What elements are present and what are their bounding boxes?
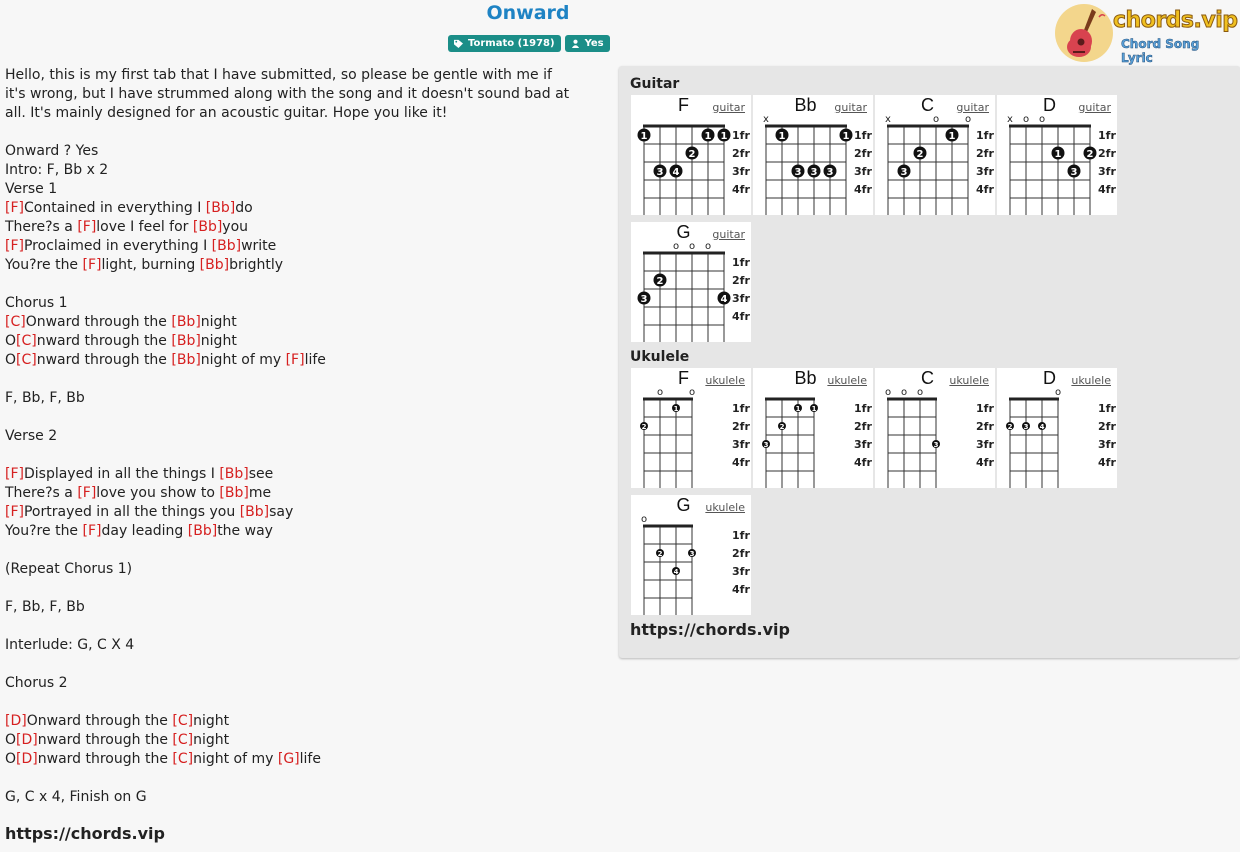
fret-number-label: 2fr	[976, 147, 994, 160]
artist-badge-label: Yes	[584, 38, 604, 49]
chord-name: Bb	[794, 95, 817, 115]
finger-number: 1	[640, 131, 648, 142]
fret-number-label: 2fr	[854, 147, 872, 160]
chord-link[interactable]: [F]	[82, 523, 102, 539]
finger-number: 3	[810, 167, 818, 178]
fret-number-label: 1fr	[1098, 402, 1116, 415]
instrument-link[interactable]: ukulele	[705, 374, 745, 387]
lyric-text: me	[248, 485, 272, 501]
lyric-text: it's wrong, but I have strummed along with the song and it doesn't sound bad at	[5, 86, 570, 102]
fret-number-label: 1fr	[732, 529, 750, 542]
chord-link[interactable]: [Bb]	[239, 504, 270, 520]
guitar-chord-f[interactable]	[631, 95, 751, 215]
muted-string-mark: x	[885, 114, 891, 125]
fret-number-label: 2fr	[732, 547, 750, 560]
open-string-mark: o	[900, 387, 908, 398]
finger-number: 3	[794, 167, 802, 178]
instrument-link[interactable]: ukulele	[949, 374, 989, 387]
lyric-line	[5, 85, 605, 104]
finger-number: 3	[689, 550, 695, 558]
finger-number: 2	[779, 423, 785, 431]
panel-link[interactable]: https://chords.vip	[630, 620, 790, 639]
ukulele-chord-bb[interactable]	[753, 368, 873, 488]
lyric-text: Onward through the	[25, 314, 172, 330]
chord-link[interactable]: [Bb]	[205, 200, 236, 216]
finger-number: 1	[704, 131, 712, 142]
chord-link[interactable]: [Bb]	[171, 314, 201, 330]
lyric-text: write	[241, 238, 277, 254]
lyric-line	[5, 446, 605, 465]
lyric-line	[5, 218, 605, 237]
lyric-text: Portrayed in all the things you	[23, 504, 240, 520]
lyric-text: Chorus 1	[5, 295, 68, 311]
lyric-line	[5, 503, 605, 522]
chord-diagram-panel	[619, 66, 1240, 658]
lyric-line	[5, 313, 605, 332]
lyric-text: Chorus 2	[5, 675, 68, 691]
lyric-line	[5, 104, 605, 123]
lyric-text: love I feel for	[96, 219, 193, 235]
ukulele-chord-f[interactable]	[631, 368, 751, 488]
open-string-mark: o	[656, 387, 664, 398]
fret-number-label: 4fr	[732, 583, 750, 596]
chord-link[interactable]: [F]	[77, 485, 97, 501]
lyric-line	[5, 712, 605, 731]
lyric-text: see	[248, 466, 274, 482]
lyric-text: all. It's mainly designed for an acoustic guitar. Hope you like it!	[5, 105, 448, 121]
lyric-text: F, Bb, F, Bb	[5, 599, 85, 615]
lyric-text: Verse 1	[5, 181, 58, 197]
lyric-line	[5, 256, 605, 275]
open-string-mark: o	[640, 514, 648, 525]
song-title[interactable]: Onward	[486, 2, 570, 24]
lyric-line	[5, 142, 605, 161]
lyric-line	[5, 370, 605, 389]
lyric-text: Contained in everything I	[23, 200, 206, 216]
fret-number-label: 1fr	[854, 402, 872, 415]
lyric-text: There?s a	[5, 485, 78, 501]
fret-number-label: 3fr	[732, 438, 750, 451]
fret-number-label: 1fr	[732, 256, 750, 269]
lyric-text: There?s a	[5, 219, 78, 235]
lyric-text: nward through the	[37, 751, 173, 767]
tag-icon	[454, 39, 463, 48]
chord-link[interactable]: [C]	[172, 732, 194, 748]
lyric-text: G, C x 4, Finish on G	[5, 789, 147, 805]
lyric-text: Intro: F, Bb x 2	[5, 162, 109, 178]
guitar-chord-bb[interactable]	[753, 95, 873, 215]
instrument-link[interactable]: ukulele	[705, 501, 745, 514]
song-badges	[448, 35, 610, 52]
lyric-line	[5, 731, 605, 750]
lyric-text: night	[200, 314, 237, 330]
finger-number: 1	[811, 405, 817, 413]
chord-link[interactable]: [C]	[172, 751, 194, 767]
fret-number-label: 1fr	[854, 129, 872, 142]
fret-number-label: 4fr	[732, 456, 750, 469]
chord-link[interactable]: [C]	[5, 314, 26, 330]
lyric-text: say	[269, 504, 294, 520]
fret-number-label: 1fr	[732, 129, 750, 142]
finger-number: 4	[1039, 423, 1045, 431]
chord-link[interactable]: [D]	[16, 751, 38, 767]
chord-link[interactable]: [F]	[5, 200, 24, 216]
guitar-chord-g[interactable]	[631, 222, 751, 342]
lyric-text: life	[299, 751, 321, 767]
fret-number-label: 4fr	[732, 310, 750, 323]
chord-name: G	[676, 495, 691, 515]
finger-number: 2	[657, 550, 663, 558]
finger-number: 1	[778, 131, 786, 142]
guitar-chord-c[interactable]	[875, 95, 995, 215]
lyric-text: Verse 2	[5, 428, 58, 444]
lyric-text: love you show to	[96, 485, 220, 501]
fret-number-label: 4fr	[854, 456, 872, 469]
fret-number-label: 2fr	[1098, 147, 1116, 160]
open-string-mark: o	[704, 241, 712, 252]
chord-name: F	[678, 368, 689, 388]
site-logo[interactable]	[1055, 3, 1238, 65]
lyric-text: (Repeat Chorus 1)	[5, 561, 133, 577]
lyric-line	[5, 123, 605, 142]
lyric-text: Proclaimed in everything I	[23, 238, 212, 254]
lyric-text: night of my	[200, 352, 286, 368]
finger-number: 3	[826, 167, 834, 178]
instrument-link[interactable]: guitar	[956, 101, 989, 114]
chord-name: D	[1043, 368, 1056, 388]
artist-badge[interactable]	[565, 35, 610, 52]
finger-number: 3	[933, 441, 939, 449]
chord-link[interactable]: [Bb]	[211, 238, 242, 254]
instrument-link[interactable]: ukulele	[827, 374, 867, 387]
open-string-mark: o	[932, 114, 940, 125]
chord-link[interactable]: [C]	[172, 713, 194, 729]
muted-string-mark: x	[763, 114, 769, 125]
footer-link[interactable]: https://chords.vip	[5, 824, 165, 843]
fret-number-label: 3fr	[732, 165, 750, 178]
lyric-text: do	[235, 200, 253, 216]
lyric-text: brightly	[229, 257, 284, 273]
finger-number: 2	[1007, 423, 1013, 431]
lyric-text: O	[5, 751, 17, 767]
lyric-text: life	[304, 352, 326, 368]
album-badge-label: Tormato (1978)	[468, 38, 555, 49]
lyric-text: You?re the	[5, 257, 83, 273]
chord-link[interactable]: [Bb]	[171, 352, 201, 368]
fret-number-label: 4fr	[732, 183, 750, 196]
fret-number-label: 4fr	[976, 456, 994, 469]
lyric-line	[5, 693, 605, 712]
lyric-line	[5, 541, 605, 560]
lyric-line	[5, 769, 605, 788]
open-string-mark: o	[964, 114, 972, 125]
chord-name: Bb	[794, 368, 817, 388]
muted-string-mark: x	[1007, 114, 1013, 125]
album-badge[interactable]	[448, 35, 561, 52]
lyric-text: O	[5, 732, 17, 748]
lyric-line	[5, 674, 605, 693]
lyric-line	[5, 427, 605, 446]
lyric-line	[5, 408, 605, 427]
chord-link[interactable]: [Bb]	[187, 523, 218, 539]
finger-number: 4	[673, 568, 679, 576]
guitar-chord-d[interactable]	[997, 95, 1117, 215]
instrument-link[interactable]: guitar	[1078, 101, 1111, 114]
fret-number-label: 4fr	[1098, 183, 1116, 196]
finger-number: 3	[1023, 423, 1029, 431]
lyric-line	[5, 180, 605, 199]
ukulele-chord-g[interactable]	[631, 495, 751, 615]
open-string-mark: o	[1054, 387, 1062, 398]
lyric-line	[5, 161, 605, 180]
finger-number: 3	[763, 441, 769, 449]
lyric-line	[5, 655, 605, 674]
instrument-link[interactable]: guitar	[834, 101, 867, 114]
instrument-link[interactable]: ukulele	[1071, 374, 1111, 387]
fret-number-label: 2fr	[732, 274, 750, 287]
finger-number: 1	[948, 131, 956, 142]
chord-link[interactable]: [Bb]	[219, 485, 249, 501]
lyric-text: night of my	[193, 751, 278, 767]
lyric-line	[5, 199, 605, 218]
chord-link[interactable]: [G]	[277, 751, 300, 767]
lyric-text: Interlude: G, C X 4	[5, 637, 135, 653]
lyric-line	[5, 294, 605, 313]
chord-link[interactable]: [F]	[5, 504, 24, 520]
fret-number-label: 2fr	[854, 420, 872, 433]
lyric-text: Displayed in all the things I	[23, 466, 220, 482]
fret-number-label: 3fr	[854, 165, 872, 178]
lyric-line	[5, 522, 605, 541]
finger-number: 3	[900, 167, 908, 178]
lyric-text: O	[5, 352, 17, 368]
lyrics-body	[5, 66, 605, 807]
chord-link[interactable]: [F]	[285, 352, 305, 368]
lyric-line	[5, 237, 605, 256]
chord-link[interactable]: [Bb]	[192, 219, 223, 235]
instrument-link[interactable]: guitar	[712, 101, 745, 114]
fret-number-label: 3fr	[732, 292, 750, 305]
lyric-text: nward through the	[36, 352, 172, 368]
lyric-text: You?re the	[5, 523, 83, 539]
user-icon	[571, 39, 580, 48]
lyric-line	[5, 560, 605, 579]
fret-number-label: 2fr	[732, 420, 750, 433]
guitar-section-title: Guitar	[630, 76, 680, 92]
chord-link[interactable]: [F]	[5, 466, 24, 482]
fret-number-label: 1fr	[976, 129, 994, 142]
lyric-line	[5, 636, 605, 655]
lyric-text: night	[193, 713, 230, 729]
lyric-text: O	[5, 333, 17, 349]
chord-name: F	[678, 95, 689, 115]
ukulele-chord-d[interactable]	[997, 368, 1117, 488]
open-string-mark: o	[688, 241, 696, 252]
fret-number-label: 4fr	[854, 183, 872, 196]
finger-number: 4	[720, 294, 728, 305]
fret-number-label: 3fr	[732, 565, 750, 578]
logo-tagline: Chord Song Lyric	[1121, 37, 1200, 65]
finger-number: 1	[673, 405, 679, 413]
chord-link[interactable]: [Bb]	[171, 333, 201, 349]
fret-number-label: 1fr	[976, 402, 994, 415]
chord-name: G	[676, 222, 691, 242]
finger-number: 3	[1070, 167, 1078, 178]
lyric-line	[5, 332, 605, 351]
fret-number-label: 4fr	[1098, 456, 1116, 469]
lyric-line	[5, 351, 605, 370]
fret-number-label: 4fr	[976, 183, 994, 196]
chord-link[interactable]: [F]	[77, 219, 97, 235]
finger-number: 1	[1054, 149, 1062, 160]
lyric-line	[5, 788, 605, 807]
lyric-text: Onward ? Yes	[5, 143, 99, 159]
fret-number-label: 1fr	[732, 402, 750, 415]
fret-number-label: 3fr	[976, 438, 994, 451]
finger-number: 1	[795, 405, 801, 413]
lyric-text: Onward through the	[26, 713, 173, 729]
chord-name: C	[921, 368, 934, 388]
lyric-line	[5, 598, 605, 617]
fret-number-label: 3fr	[854, 438, 872, 451]
lyric-line	[5, 275, 605, 294]
chord-name: C	[921, 95, 934, 115]
lyric-line	[5, 389, 605, 408]
chord-link[interactable]: [D]	[5, 713, 27, 729]
finger-number: 1	[720, 131, 728, 142]
open-string-mark: o	[884, 387, 892, 398]
chord-link[interactable]: [C]	[16, 333, 37, 349]
open-string-mark: o	[688, 387, 696, 398]
lyric-line	[5, 617, 605, 636]
open-string-mark: o	[916, 387, 924, 398]
lyric-line	[5, 750, 605, 769]
ukulele-chord-c[interactable]	[875, 368, 995, 488]
fret-number-label: 2fr	[1098, 420, 1116, 433]
lyric-text: F, Bb, F, Bb	[5, 390, 85, 406]
open-string-mark: o	[1022, 114, 1030, 125]
finger-number: 4	[672, 167, 680, 178]
chord-name: D	[1043, 95, 1056, 115]
finger-number: 3	[656, 167, 664, 178]
lyric-line	[5, 465, 605, 484]
finger-number: 1	[842, 131, 850, 142]
lyric-text: the way	[217, 523, 273, 539]
chord-link[interactable]: [Bb]	[199, 257, 230, 273]
fret-number-label: 3fr	[1098, 165, 1116, 178]
finger-number: 2	[641, 423, 647, 431]
fret-number-label: 2fr	[732, 147, 750, 160]
lyric-text: nward through the	[37, 732, 173, 748]
finger-number: 3	[640, 294, 648, 305]
lyric-text: you	[222, 219, 249, 235]
ukulele-section-title: Ukulele	[630, 349, 690, 365]
lyric-line	[5, 579, 605, 598]
chord-link[interactable]: [F]	[82, 257, 102, 273]
instrument-link[interactable]: guitar	[712, 228, 745, 241]
lyric-text: Hello, this is my first tab that I have submitted, so please be gentle with me if	[5, 67, 552, 83]
chord-link[interactable]: [Bb]	[219, 466, 249, 482]
fret-number-label: 3fr	[1098, 438, 1116, 451]
finger-number: 2	[1086, 149, 1094, 160]
lyric-text: day leading	[101, 523, 188, 539]
guitar-logo-icon	[1055, 3, 1115, 63]
lyric-text: nward through the	[36, 333, 172, 349]
open-string-mark: o	[672, 241, 680, 252]
fret-number-label: 3fr	[976, 165, 994, 178]
lyric-line	[5, 66, 605, 85]
lyric-text: night	[193, 732, 230, 748]
fret-number-label: 1fr	[1098, 129, 1116, 142]
lyric-text: light, burning	[101, 257, 200, 273]
lyric-line	[5, 484, 605, 503]
chord-link[interactable]: [C]	[16, 352, 37, 368]
finger-number: 2	[688, 149, 696, 160]
fret-number-label: 2fr	[976, 420, 994, 433]
open-string-mark: o	[1038, 114, 1046, 125]
lyric-text: night	[200, 333, 237, 349]
logo-wordmark: chords.vip	[1113, 8, 1238, 33]
finger-number: 2	[656, 276, 664, 287]
chord-link[interactable]: [F]	[5, 238, 24, 254]
chord-link[interactable]: [D]	[16, 732, 38, 748]
finger-number: 2	[916, 149, 924, 160]
